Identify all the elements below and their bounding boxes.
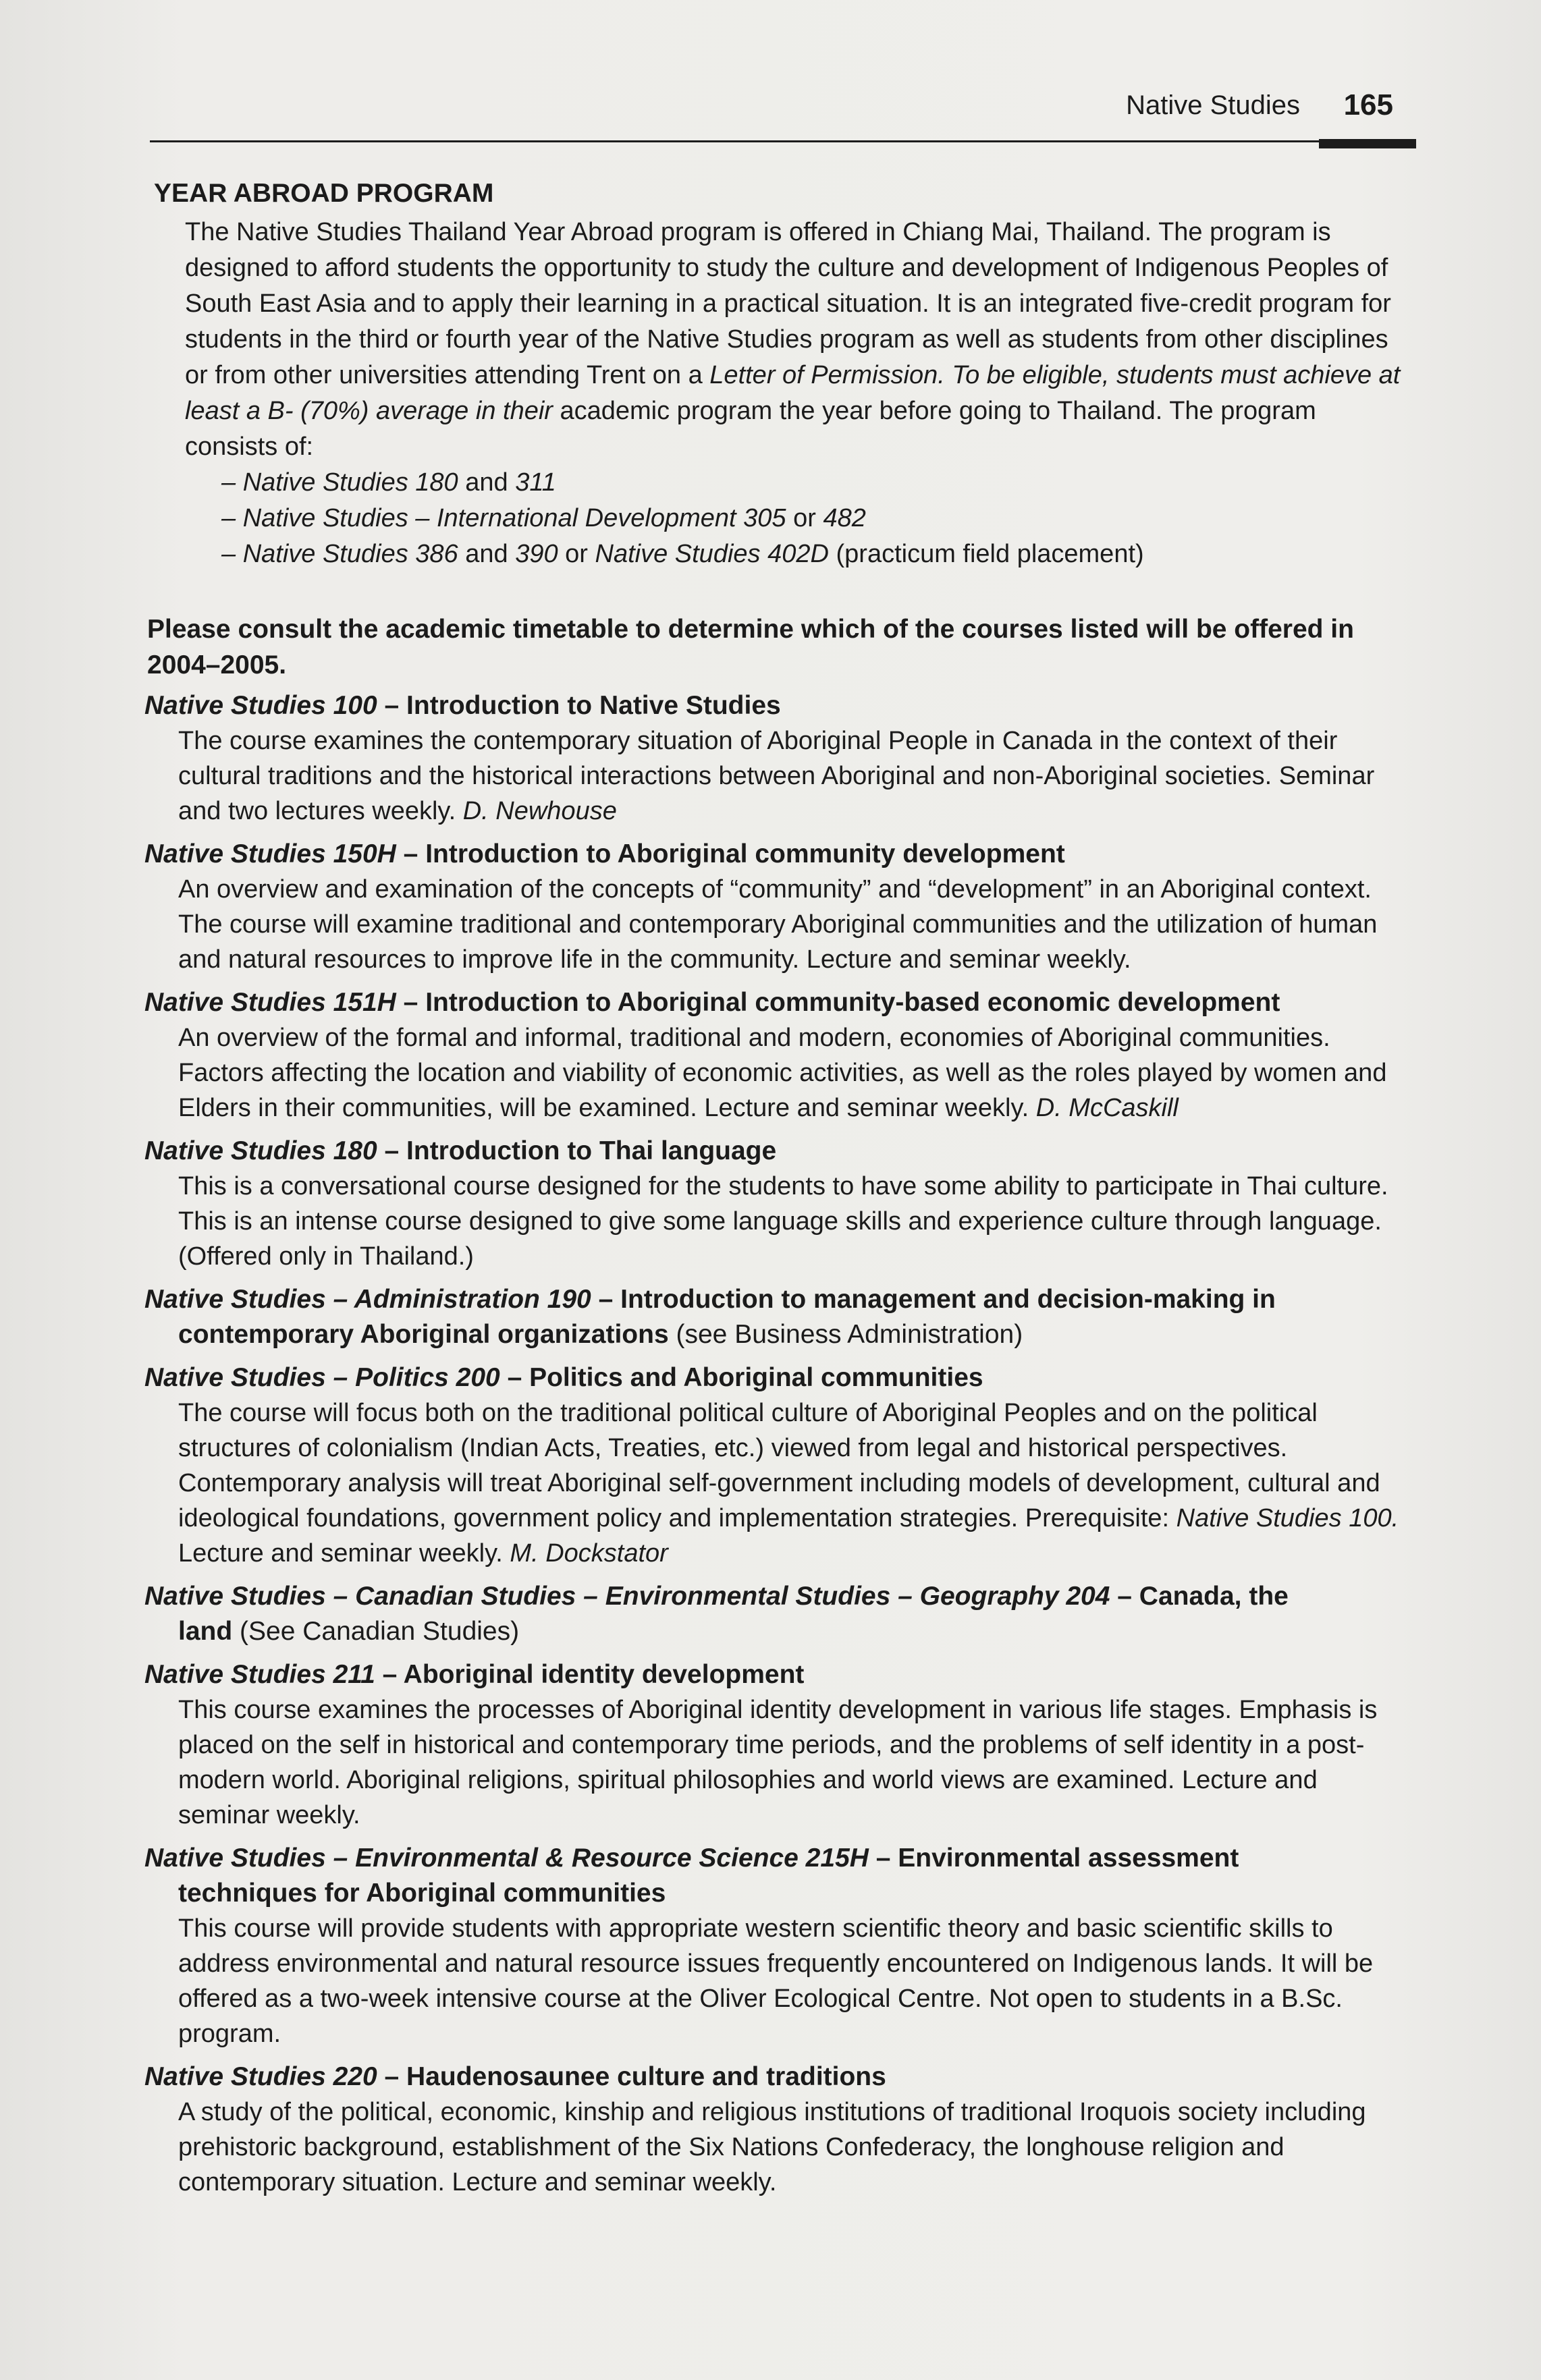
course-name: – Introduction to management and decision-making in [591, 1285, 1276, 1314]
header-tab-marker [1319, 139, 1416, 148]
program-components-list [221, 465, 1411, 572]
course-entry [135, 1657, 1411, 1833]
description-text: An overview of the formal and informal, traditional and modern, economies of Aboriginal communities. Factors affecting the location and viability of economic activities, as well as the roles played by women and Elders in their communities, will be examined. Lecture and seminar weekly. [178, 1024, 1387, 1122]
conjunction: or [786, 504, 823, 532]
course-code: Native Studies 211 [144, 1660, 375, 1689]
page-number: 165 [1343, 88, 1393, 121]
course-name: – Canada, the [1110, 1582, 1289, 1611]
course-code: Native Studies 180 [144, 1136, 377, 1165]
instructor: M. Dockstator [510, 1539, 668, 1568]
course-description [178, 2095, 1411, 2200]
course-title [135, 1579, 1411, 1649]
conjunction: and [458, 468, 516, 497]
course-name: – Introduction to Native Studies [377, 691, 781, 720]
course-entry [135, 1134, 1411, 1274]
list-item [221, 536, 1411, 572]
course-name: – Introduction to Thai language [377, 1136, 777, 1165]
course-name: – Aboriginal identity development [375, 1660, 805, 1689]
course-entry [135, 1360, 1411, 1571]
course-title [135, 1841, 1411, 1911]
course-code: Native Studies 100 [144, 691, 377, 720]
course-title-continuation [144, 1614, 1411, 1649]
course-name-cont: contemporary Aboriginal organizations [178, 1320, 669, 1349]
list-item [221, 465, 1411, 501]
course-title [135, 2059, 1411, 2095]
year-abroad-paragraph [185, 215, 1411, 465]
conjunction: or [558, 540, 595, 568]
course-title [135, 1360, 1411, 1395]
course-code: Native Studies 151H [144, 988, 396, 1017]
paragraph-text: The Native Studies Thailand Year Abroad program is offered in Chiang Mai, Thailand. The program is designed to afford students the opportunity to study the culture and development of Indigenous Peoples of South East Asia and to apply their learning in a practical situation. It is an integrated five-credit program for students in the third or fourth year of the Native Studies program as well as students from other disciplines or from other universities attending Trent on a [185, 218, 1391, 389]
course-description [178, 1692, 1411, 1833]
conjunction: and [458, 540, 516, 568]
course-title-continuation: techniques for Aboriginal communities [178, 1879, 666, 1908]
course-name: – Introduction to Aboriginal community development [396, 839, 1065, 868]
description-text: The course will focus both on the traditional political culture of Aboriginal Peoples and on the political structures of colonialism (Indian Acts, Treaties, etc.) viewed from legal and historical perspectives. Contemporary analysis will treat Aboriginal self-government including models of development, cultural and ideological foundations, government policy and implementation strategies. Prerequisite: [178, 1399, 1380, 1532]
course-title [135, 985, 1411, 1020]
course-title [135, 1282, 1411, 1352]
section-heading: YEAR ABROAD PROGRAM [154, 179, 494, 208]
course-title-continuation [144, 1317, 1411, 1352]
course-description [178, 1911, 1411, 2051]
course-code: Native Studies – Canadian Studies – Environmental Studies – Geography 204 [144, 1582, 1110, 1611]
course-entry [135, 985, 1411, 1126]
course-name: – Politics and Aboriginal communities [499, 1363, 983, 1392]
course-ref: – Native Studies 386 [221, 540, 458, 568]
prerequisite: Native Studies 100. [1176, 1504, 1399, 1532]
course-ref: 311 [515, 468, 556, 497]
course-code: Native Studies – Administration 190 [144, 1285, 591, 1314]
course-ref: – Native Studies – International Development 305 [221, 504, 786, 532]
description-text: An overview and examination of the concepts of “community” and “development” in an Aboriginal context. The course will examine traditional and contemporary Aboriginal communities and the utilization of human and natural resources to improve life in the community. Lecture and seminar weekly. [178, 875, 1378, 974]
description-text: A study of the political, economic, kinship and religious institutions of traditional Iroquois society including prehistoric background, establishment of the Six Nations Confederacy, the longhouse religion and contemporary situation. Lecture and seminar weekly. [178, 2098, 1366, 2196]
course-code: Native Studies – Environmental & Resource Science 215H [144, 1844, 869, 1873]
course-title [135, 688, 1411, 723]
course-name: – Environmental assessment [868, 1844, 1239, 1873]
course-ref: 390 [515, 540, 558, 568]
description-text: The course examines the contemporary situation of Aboriginal People in Canada in the context of their cultural traditions and the historical interactions between Aboriginal and non-Aboriginal societies. Seminar and two lectures weekly. [178, 727, 1375, 825]
timetable-notice: Please consult the academic timetable to determine which of the courses listed will be offered in 2004–2005. [147, 615, 1354, 680]
course-entry [135, 1579, 1411, 1649]
course-ref: – Native Studies 180 [221, 468, 458, 497]
description-text: This course examines the processes of Aboriginal identity development in various life stages. Emphasis is placed on the self in historical and contemporary time periods, and the problems of self identity in a post-modern world. Aboriginal religions, spiritual philosophies and world views are examined. Lecture and seminar weekly. [178, 1696, 1378, 1829]
course-description [178, 723, 1411, 829]
course-entry [135, 837, 1411, 977]
course-entry [135, 1282, 1411, 1352]
course-name: – Introduction to Aboriginal community-based economic development [396, 988, 1280, 1017]
cross-reference-note: (See Canadian Studies) [232, 1617, 520, 1646]
description-end: Lecture and seminar weekly. [178, 1539, 510, 1568]
course-description [178, 1169, 1411, 1274]
letter-of-permission-text: Letter of Permission. [709, 361, 945, 389]
running-header-title: Native Studies [1126, 90, 1300, 120]
page-header [150, 86, 1416, 148]
course-name: – Haudenosaunee culture and traditions [377, 2062, 886, 2091]
course-entry [135, 688, 1411, 829]
cross-reference-note: (see Business Administration) [668, 1320, 1023, 1349]
description-text: This course will provide students with appropriate western scientific theory and basic scientific skills to address environmental and natural resource issues frequently encountered on Indigenous lands. It will be offered as a two-week intensive course at the Oliver Ecological Centre. Not open to students in a B.Sc. program. [178, 1914, 1374, 2048]
instructor: D. McCaskill [1035, 1094, 1179, 1122]
eligibility-text: To be eligible, students must achieve at least a B- (70%) average in their [185, 361, 1401, 425]
course-description [178, 1020, 1411, 1126]
course-code: Native Studies 220 [144, 2062, 377, 2091]
year-abroad-section [135, 177, 1411, 572]
list-item [221, 501, 1411, 536]
course-code: Native Studies 150H [144, 839, 396, 868]
course-description [178, 872, 1411, 977]
course-title [135, 1134, 1411, 1169]
page-content [135, 177, 1411, 2208]
course-ref: Native Studies 402D [595, 540, 829, 568]
course-entry [135, 2059, 1411, 2200]
course-title [135, 1657, 1411, 1692]
course-code: Native Studies – Politics 200 [144, 1363, 500, 1392]
course-description [178, 1395, 1411, 1571]
instructor: D. Newhouse [462, 797, 617, 825]
header-rule [150, 140, 1416, 142]
course-name-cont: land [178, 1617, 233, 1646]
course-title [135, 837, 1411, 872]
description-text: This is a conversational course designed for the students to have some ability to participate in Thai culture. This is an intense course designed to give some language skills and experience culture through language. (Offered only in Thailand.) [178, 1172, 1388, 1271]
paragraph-end-text: academic program the year before going to Thailand. The program consists of: [185, 397, 1316, 461]
note-text: (practicum field placement) [828, 540, 1144, 568]
course-entry [135, 1841, 1411, 2051]
course-ref: 482 [823, 504, 866, 532]
